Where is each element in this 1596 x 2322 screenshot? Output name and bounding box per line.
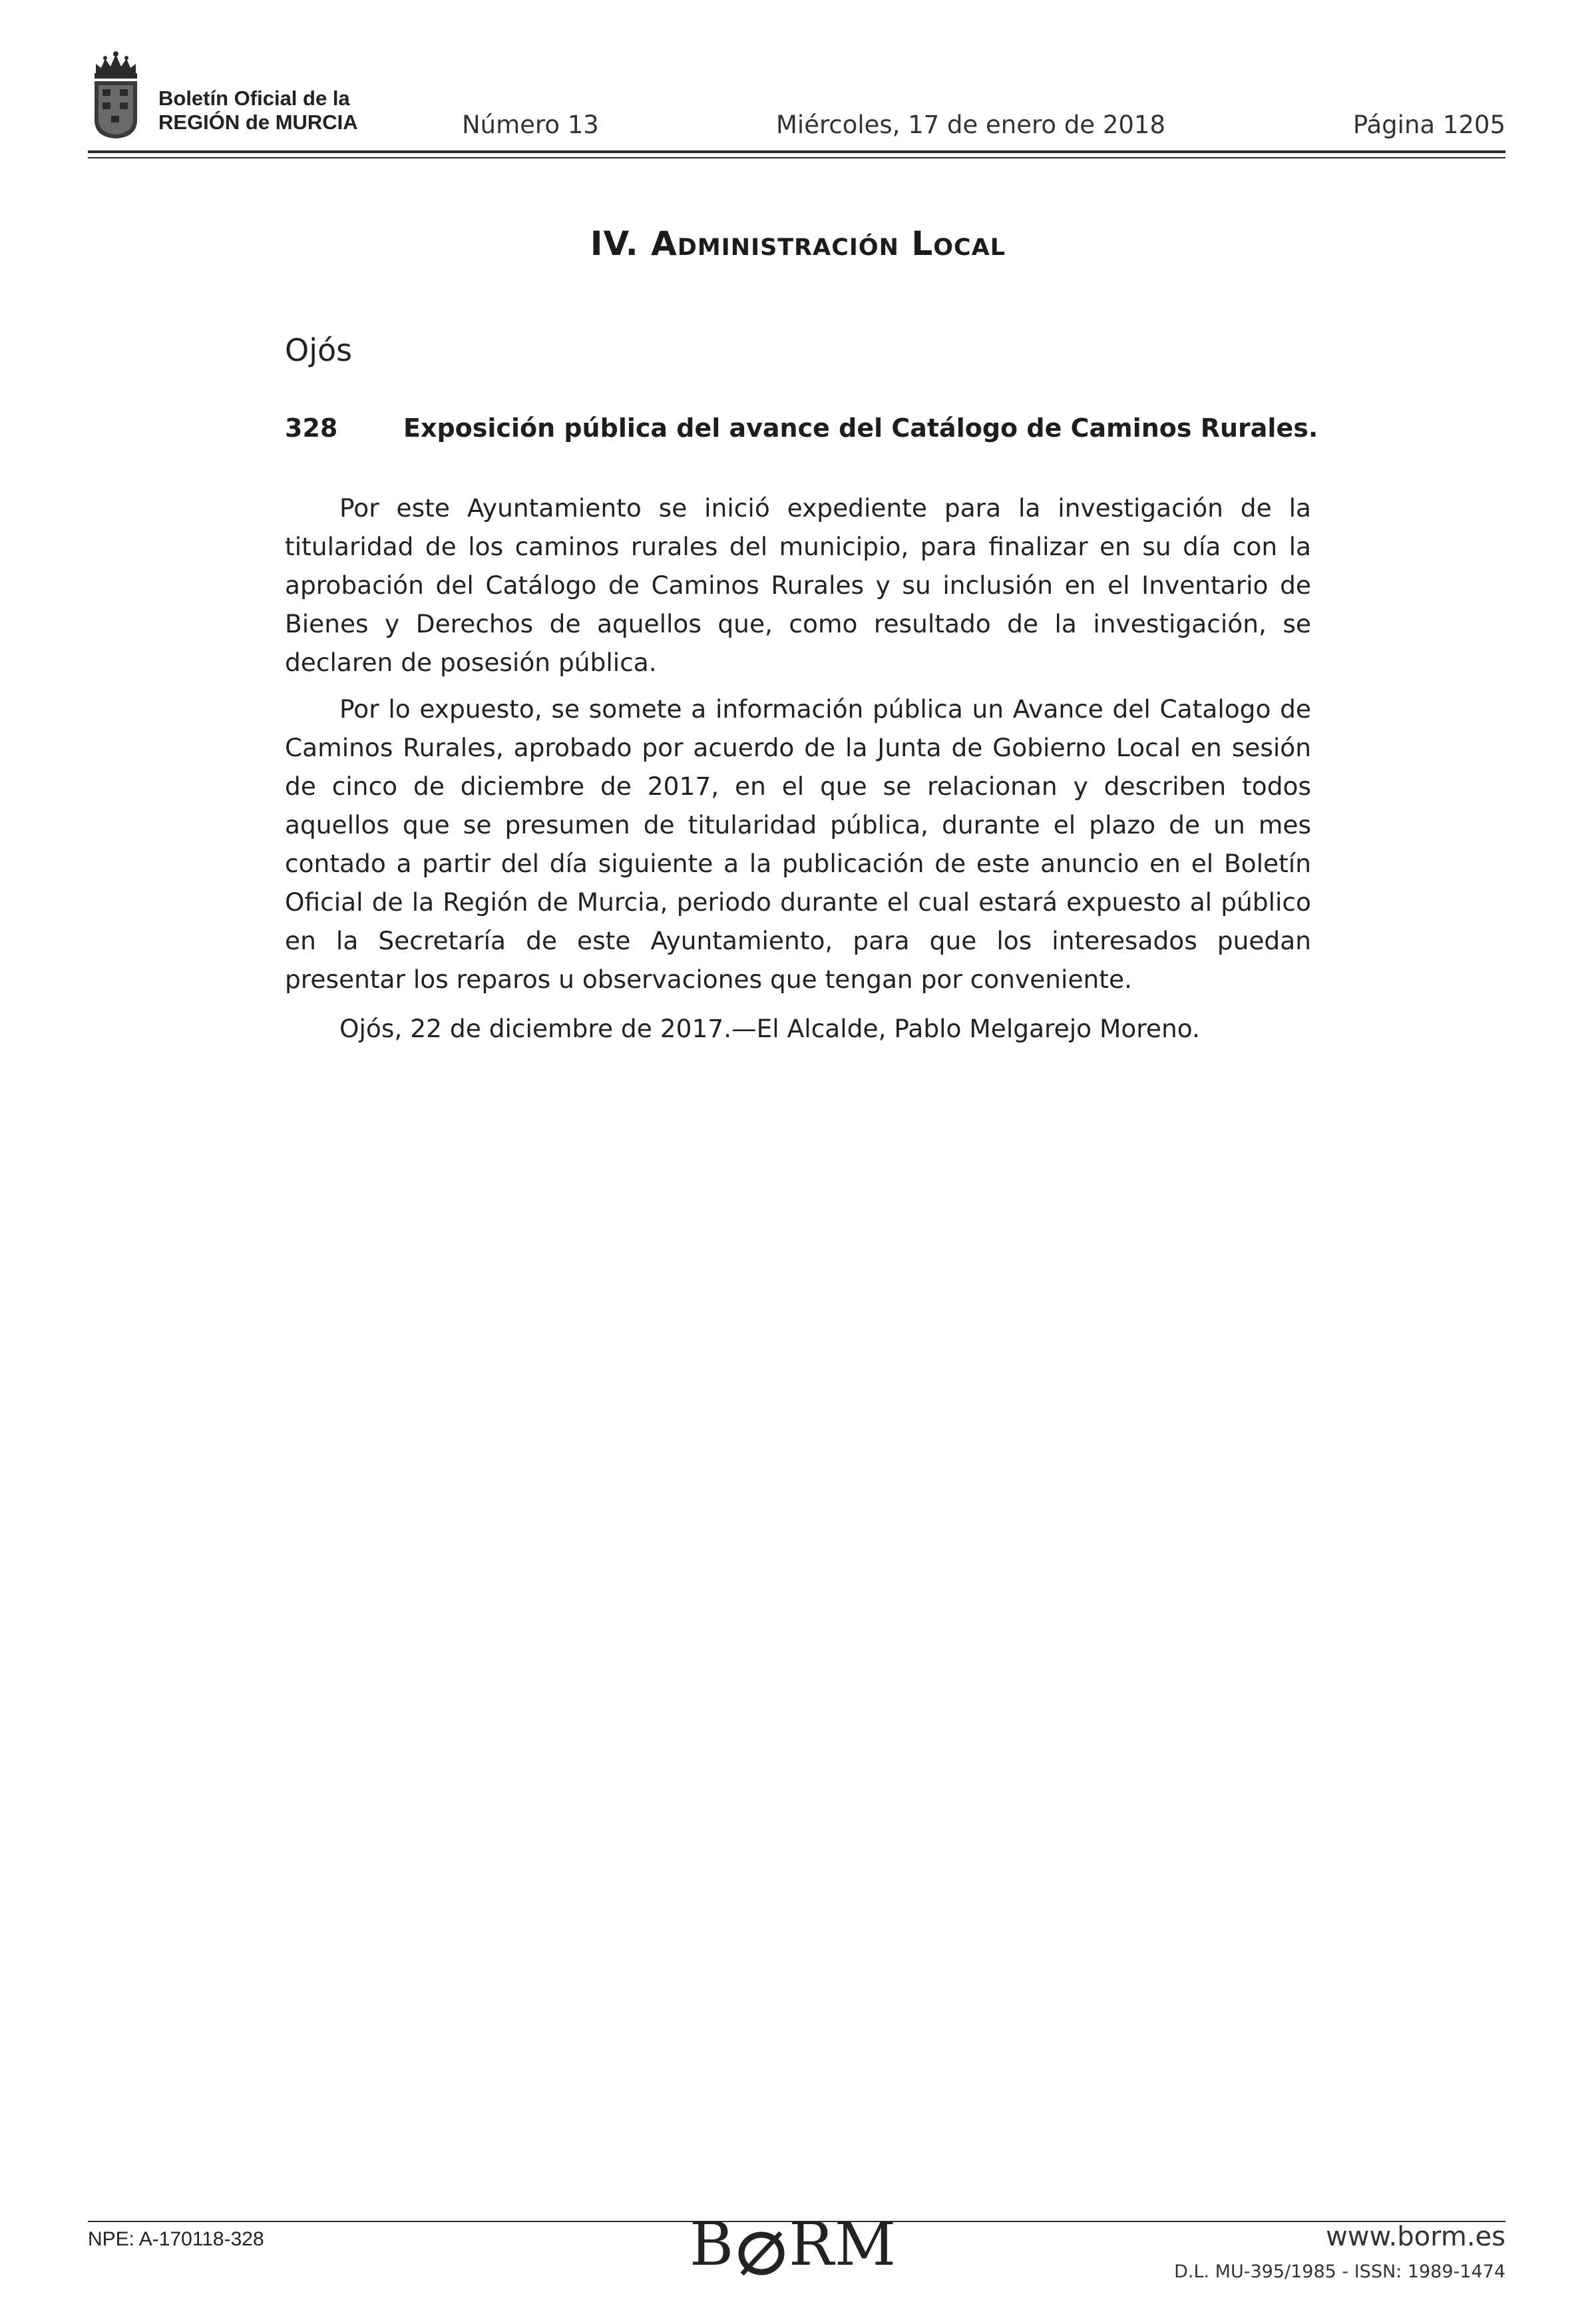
- announcement-number: 328: [285, 413, 338, 443]
- borm-logo-o-icon: [737, 2223, 786, 2270]
- page-number: Página 1205: [1352, 111, 1505, 139]
- borm-logo: [690, 2211, 897, 2278]
- signature: Ojós, 22 de diciembre de 2017.—El Alcalde, Pablo Melgarejo Moreno.: [339, 1014, 1200, 1043]
- issue-number: Número 13: [462, 111, 599, 139]
- npe-code: NPE: A-170118-328: [88, 2228, 264, 2250]
- website-link[interactable]: www.borm.es: [1326, 2221, 1505, 2252]
- header-rule-thin: [88, 157, 1505, 158]
- legal-deposit-issn: D.L. MU-395/1985 - ISSN: 1989-1474: [1174, 2261, 1505, 2282]
- header-rule-thick: [88, 150, 1505, 153]
- issuing-entity: Ojós: [285, 332, 353, 368]
- publication-name-line1: Boletín Oficial de la: [158, 87, 350, 110]
- issue-date: Miércoles, 17 de enero de 2018: [776, 111, 1165, 139]
- borm-logo-b: B: [690, 2209, 735, 2279]
- paragraph-2: Por lo expuesto, se somete a información pública un Avance del Catalogo de Caminos Rurales, aprobado por acuerdo de la Junta de Gobierno Local en sesión de cinco de diciembre de 2017, en el que se relacionan y describen todos aquellos que se presumen de titularidad pública, durante el plazo de un mes contado a partir del día siguiente a la publicación de este anuncio en el Boletín Oficial de la Región de Murcia, periodo durante el cual estará expuesto al público en la Secretaría de este Ayuntamiento, para que los interesados puedan presentar los reparos u observaciones que tengan por conveniente.: [285, 694, 1311, 994]
- announcement-title: Exposición pública del avance del Catálogo de Caminos Rurales.: [403, 413, 1318, 443]
- publication-name-line2: REGIÓN de MURCIA: [158, 111, 358, 134]
- borm-logo-rm: RM: [789, 2209, 897, 2279]
- paragraph-1: Por este Ayuntamiento se inició expediente para la investigación de la titularidad de los caminos rurales del municipio, para finalizar en su día con la aprobación del Catálogo de Caminos Rurales y su inclusión en el Inventario de Bienes y Derechos de aquellos que, como resultado de la investigación, se declaren de posesión pública.: [285, 493, 1311, 677]
- murcia-coat-of-arms-icon: [91, 51, 141, 140]
- section-title: IV. Administración Local: [590, 224, 1006, 263]
